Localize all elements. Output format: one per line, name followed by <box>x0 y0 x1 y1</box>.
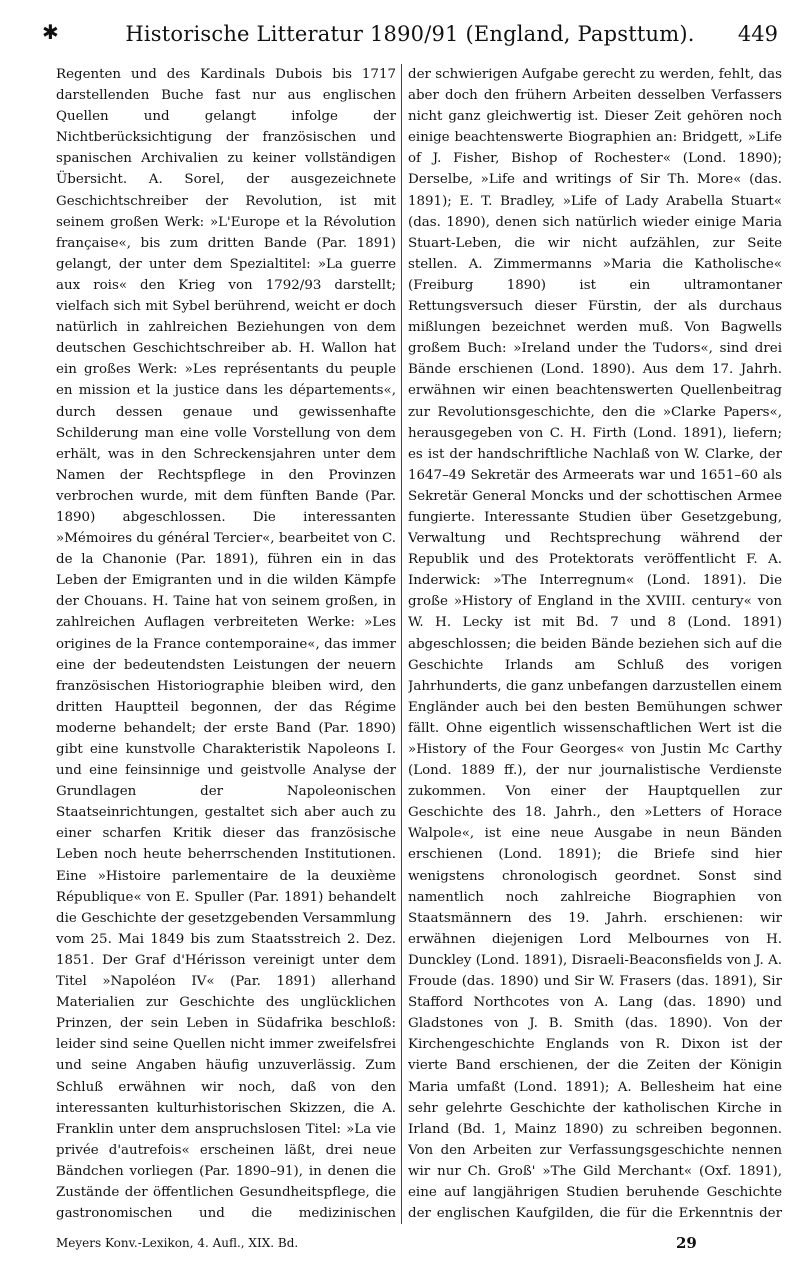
page-title: Historische Litteratur 1890/91 (England, Papsttum). <box>125 22 695 46</box>
left-column <box>56 64 396 1224</box>
running-header <box>42 18 778 52</box>
page-number: 449 <box>737 22 778 46</box>
right-column <box>408 64 782 1224</box>
column-divider <box>401 64 402 1224</box>
page-footer <box>56 1234 778 1258</box>
ornament-star-icon: ✱ <box>42 20 59 44</box>
signature-mark: 29 <box>676 1234 697 1252</box>
paragraph-england-continued: der schwierigen Aufgabe gerecht zu werden, fehlt, das aber doch den frühern Arbeiten desselben Verfassers nicht ganz gleichwertig ist. Dieser Zeit gehören noch einige beachtenswerte Biographien an: Bridgett, »Life of J. Fisher, Bishop of Rochester« (Lond. 1890); Derselbe, »Life and writings of Sir Th. More« (das. 1891); E. T. Bradley, »Life of Lady Arabella Stuart« (das. 1890), denen sich natürlich wieder einige Maria Stuart-Leben, die wir nicht aufzählen, zur Seite stellen. A. Zimmermanns »Maria die Katholische« (Freiburg 1890) ist ein ultramontaner Rettungsversuch dieser Fürstin, der als durchaus mißlungen bezeichnet werden muß. Von Bagwells großem Buch: »Ireland under the Tudors«, sind drei Bände erschienen (Lond. 1890). Aus dem 17. Jahrh. erwähnen wir einen beachtenswerten Quellenbeitrag zur Revolutionsgeschichte, den die »Clarke Papers«, herausgegeben von C. H. Firth (Lond. 1891), liefern; es ist der handschriftliche Nachlaß von W. Clarke, der 1647–49 Sekretär des Armeerats war und 1651–60 als Sekretär General Moncks und der schottischen Armee fungierte. Interessante Studien über Gesetzgebung, Verwaltung und Rechtsprechung während der Republik und des Protektorats veröffentlicht F. A. Inderwick: »The Interregnum« (Lond. 1891). Die große »History of England in the XVIII. century« von W. H. Lecky ist mit Bd. 7 und 8 (Lond. 1891) abgeschlossen; die beiden Bände beziehen sich auf die Geschichte Irlands am Schluß des vorigen Jahrhunderts, die ganz unbefangen darzustellen einem Engländer auch bei den besten Bemühungen schwer fällt. Ohne eigentlich wissenschaftlichen Wert ist die »History of the Four Georges« von Justin Mc Carthy (Lond. 1889 ff.), der nur journalistische Verdienste zukommen. Von einer der Hauptquellen zur Geschichte des 18. Jahrh., den »Letters of Horace Walpole«, ist eine neue Ausgabe in neun Bänden erschienen (Lond. 1891); die Briefe sind hier wenigstens chronologisch geordnet. Sonst sind namentlich noch zahlreiche Biographien von Staatsmännern des 19. Jahrh. erschienen: wir erwähnen diejenigen Lord Melbournes von H. Dunckley (Lond. 1891), Disraeli-Beaconsfields von J. A. Froude (das. 1890) und Sir W. Frasers (das. 1891), Sir Stafford Northcotes von A. Lang (das. 1890) und Gladstones von J. B. Smith (das. 1890). Von der Kirchengeschichte Englands von R. Dixon ist der vierte Band erschienen, der die Zeiten der Königin Maria umfaßt (Lond. 1891); A. Bellesheim hat eine sehr gelehrte Geschichte der katholischen Kirche in Irland (Bd. 1, Mainz 1890) zu schreiben begonnen. Von den Arbeiten zur Verfassungsgeschichte nennen wir nur Ch. Groß' »The Gild Merchant« (Oxf. 1891), eine auf langjährigen Studien beruhende Geschichte der englischen Kaufgilden, die für die Erkenntnis der <box>408 67 782 1222</box>
paragraph-france-continued: Regenten und des Kardinals Dubois bis 1717 darstellenden Buche fast nur aus englischen Quellen und gelangt infolge der Nichtberücksichtigung der französischen und spanischen Archivalien zu keiner vollständigen Übersicht. A. Sorel, der ausgezeichnete Geschichtschreiber der Revolution, ist mit seinem großen Werk: »L'Europe et la Révolution française«, bis zum dritten Bande (Par. 1891) gelangt, der unter dem Spezialtitel: »La guerre aux rois« den Krieg von 1792/93 darstellt; vielfach sich mit Sybel berührend, weicht er doch natürlich in zahlreichen Beziehungen von dem deutschen Geschichtschreiber ab. H. Wallon hat ein großes Werk: »Les représentants du peuple en mission et la justice dans les départements«, durch dessen genaue und gewissenhafte Schilderung man eine volle Vorstellung von dem erhält, was in den Schreckensjahren unter dem Namen der Rechtspflege in den Provinzen verbrochen wurde, mit dem fünften Bande (Par. 1890) abgeschlossen. Die interessanten »Mémoires du général Tercier«, bearbeitet von C. de la Chanonie (Par. 1891), führen ein in das Leben der Emigranten und in die wilden Kämpfe der Chouans. H. Taine hat von seinem großen, in zahlreichen Auflagen verbreiteten Werke: »Les origines de la France contemporaine«, das immer eine der bedeutendsten Leistungen der neuern französischen Historiographie bleiben wird, den dritten Hauptteil begonnen, der das Régime moderne behandelt; der erste Band (Par. 1890) gibt eine kunstvolle Charakteristik Napoleons I. und eine feinsinnige und geistvolle Analyse der Grundlagen der Napoleonischen Staatseinrichtungen, gestaltet sich aber auch zu einer scharfen Kritik dieser das französische Leben noch heute beherrschenden Institutionen. Eine »Histoire parlementaire de la deuxième République« von E. Spuller (Par. 1891) behandelt die Geschichte der gesetzgebenden Versammlung vom 25. Mai 1849 bis zum Staatsstreich 2. Dez. 1851. Der Graf d'Hérisson vereinigt unter dem Titel »Napoléon IV« (Par. 1891) allerhand Materialien zur Geschichte des unglücklichen Prinzen, der sein Leben in Südafrika beschloß: leider sind seine Quellen nicht immer zweifelsfrei und seine Angaben häufig unzuverlässig. Zum Schluß erwähnen wir noch, daß von den interessanten kulturhistorischen Skizzen, die A. Franklin unter dem anspruchslosen Titel: »La vie privée d'autrefois« erscheinen läßt, drei neue Bändchen vorliegen (Par. 1890–91), in denen die Zustände der öffentlichen Gesundheitspflege, die gastronomischen und die medizinischen <box>56 67 396 1222</box>
source-note: Meyers Konv.-Lexikon, 4. Aufl., XIX. Bd. <box>56 1236 299 1250</box>
